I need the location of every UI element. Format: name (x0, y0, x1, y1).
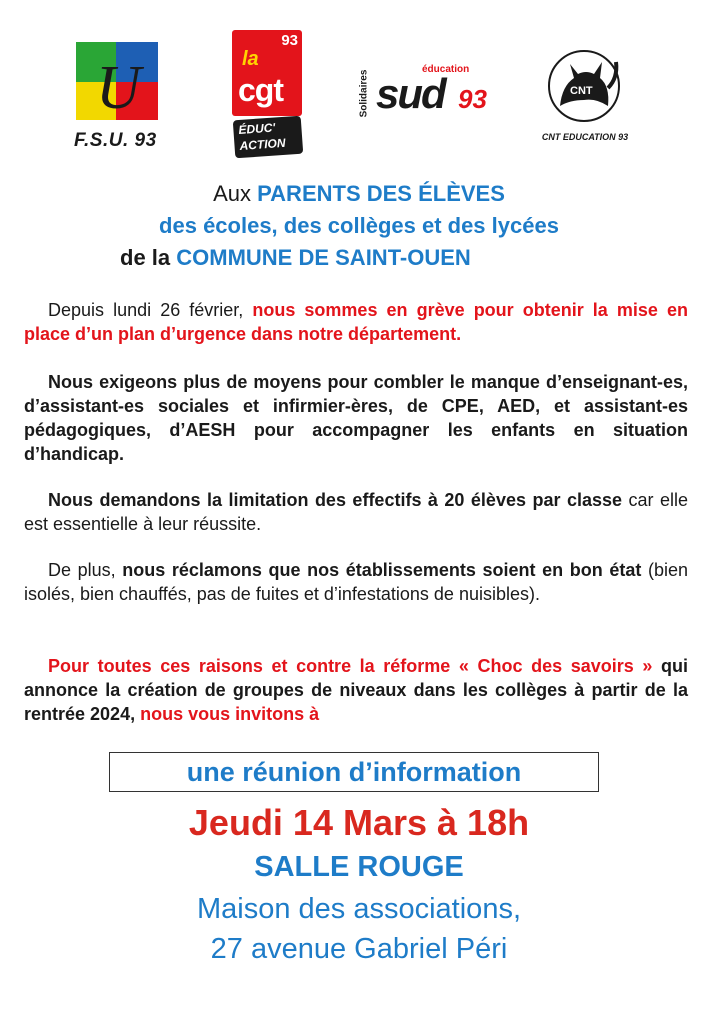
sud-number: 93 (458, 84, 487, 114)
cgt-educ-line1: ÉDUC' (237, 120, 276, 138)
meeting-room: SALLE ROUGE (254, 851, 464, 883)
fsu-name: F.S.U. 93 (74, 130, 157, 151)
p4-text-2: (bien isolés, bien chauffés, pas de fuites et d’infestations de nuisibles). (24, 560, 688, 604)
meeting-address-line-1: Maison des associations, (197, 893, 521, 925)
cgt-logo (232, 30, 304, 158)
meeting-address-line-2: 27 avenue Gabriel Péri (210, 933, 508, 965)
cgt-red-block (232, 30, 302, 116)
fsu-emblem (76, 42, 158, 120)
header-line-2: des écoles, des collèges et des lycées (159, 213, 559, 238)
p4-text-1: De plus, (48, 560, 123, 580)
meeting-title-box: une réunion d’information (109, 752, 599, 792)
p1-highlight: nous sommes en grève pour obtenir la mise en place d’un plan d’urgence dans notre département. (24, 300, 688, 344)
header-line-3 (120, 243, 620, 273)
paragraph-demands (24, 370, 688, 466)
sud-word: sud (376, 70, 445, 117)
header-parents: PARENTS DES ÉLÈVES (257, 181, 505, 206)
logo-bar (0, 0, 718, 170)
cnt-logo (540, 44, 630, 154)
cgt-word: cgt (238, 72, 283, 108)
header-commune: COMMUNE DE SAINT-OUEN (176, 245, 471, 270)
cgt-number: 93 (281, 32, 298, 49)
p3-bold: Nous demandons la limitation des effectifs à 20 élèves par classe (48, 490, 623, 510)
sud-logo (358, 62, 498, 124)
header-line-1 (0, 179, 718, 209)
p5-bold: qui annonce la création de groupes de niveaux dans les collèges à partir de la rentrée 2024, (24, 656, 688, 724)
p2-text: Nous exigeons plus de moyens pour combler le manque d’enseignant-es, d’assistant-es sociales et infirmier-ères, de CPE, AED, et assistant-es pédagogiques, d’AESH pour accompagner les enfants en situation d’handicap. (24, 372, 688, 464)
paragraph-buildings (24, 558, 688, 606)
p3-text: car elle est essentielle à leur réussite. (24, 490, 688, 534)
black-cat-icon (546, 48, 622, 124)
p5-red-2: nous vous invitons à (140, 704, 320, 724)
sud-solidaires-text: Solidaires (358, 69, 370, 118)
p5-red-1: Pour toutes ces raisons et contre la réforme « Choc des savoirs » (48, 656, 653, 676)
cgt-educ-action-badge (233, 116, 303, 159)
paragraph-invitation (24, 654, 688, 726)
sud-solidaires (358, 70, 372, 120)
p4-bold: nous réclamons que nos établissements soient en bon état (122, 560, 642, 580)
p1-text: Depuis lundi 26 février, (48, 300, 253, 320)
fsu-letter: U (96, 54, 141, 120)
header-prefix: Aux (213, 181, 258, 206)
meeting-date: Jeudi 14 Mars à 18h (188, 802, 530, 843)
fsu-logo (70, 38, 170, 158)
paragraph-class-size (24, 488, 688, 536)
header-line3-prefix: de la (120, 245, 177, 270)
cgt-la: la (242, 48, 259, 70)
cnt-mark: CNT (570, 85, 593, 97)
cgt-educ-line2: ACTION (239, 135, 286, 153)
paragraph-strike (24, 298, 688, 346)
sud-education-label: éducation (422, 64, 470, 75)
cnt-caption: CNT EDUCATION 93 (541, 132, 629, 142)
